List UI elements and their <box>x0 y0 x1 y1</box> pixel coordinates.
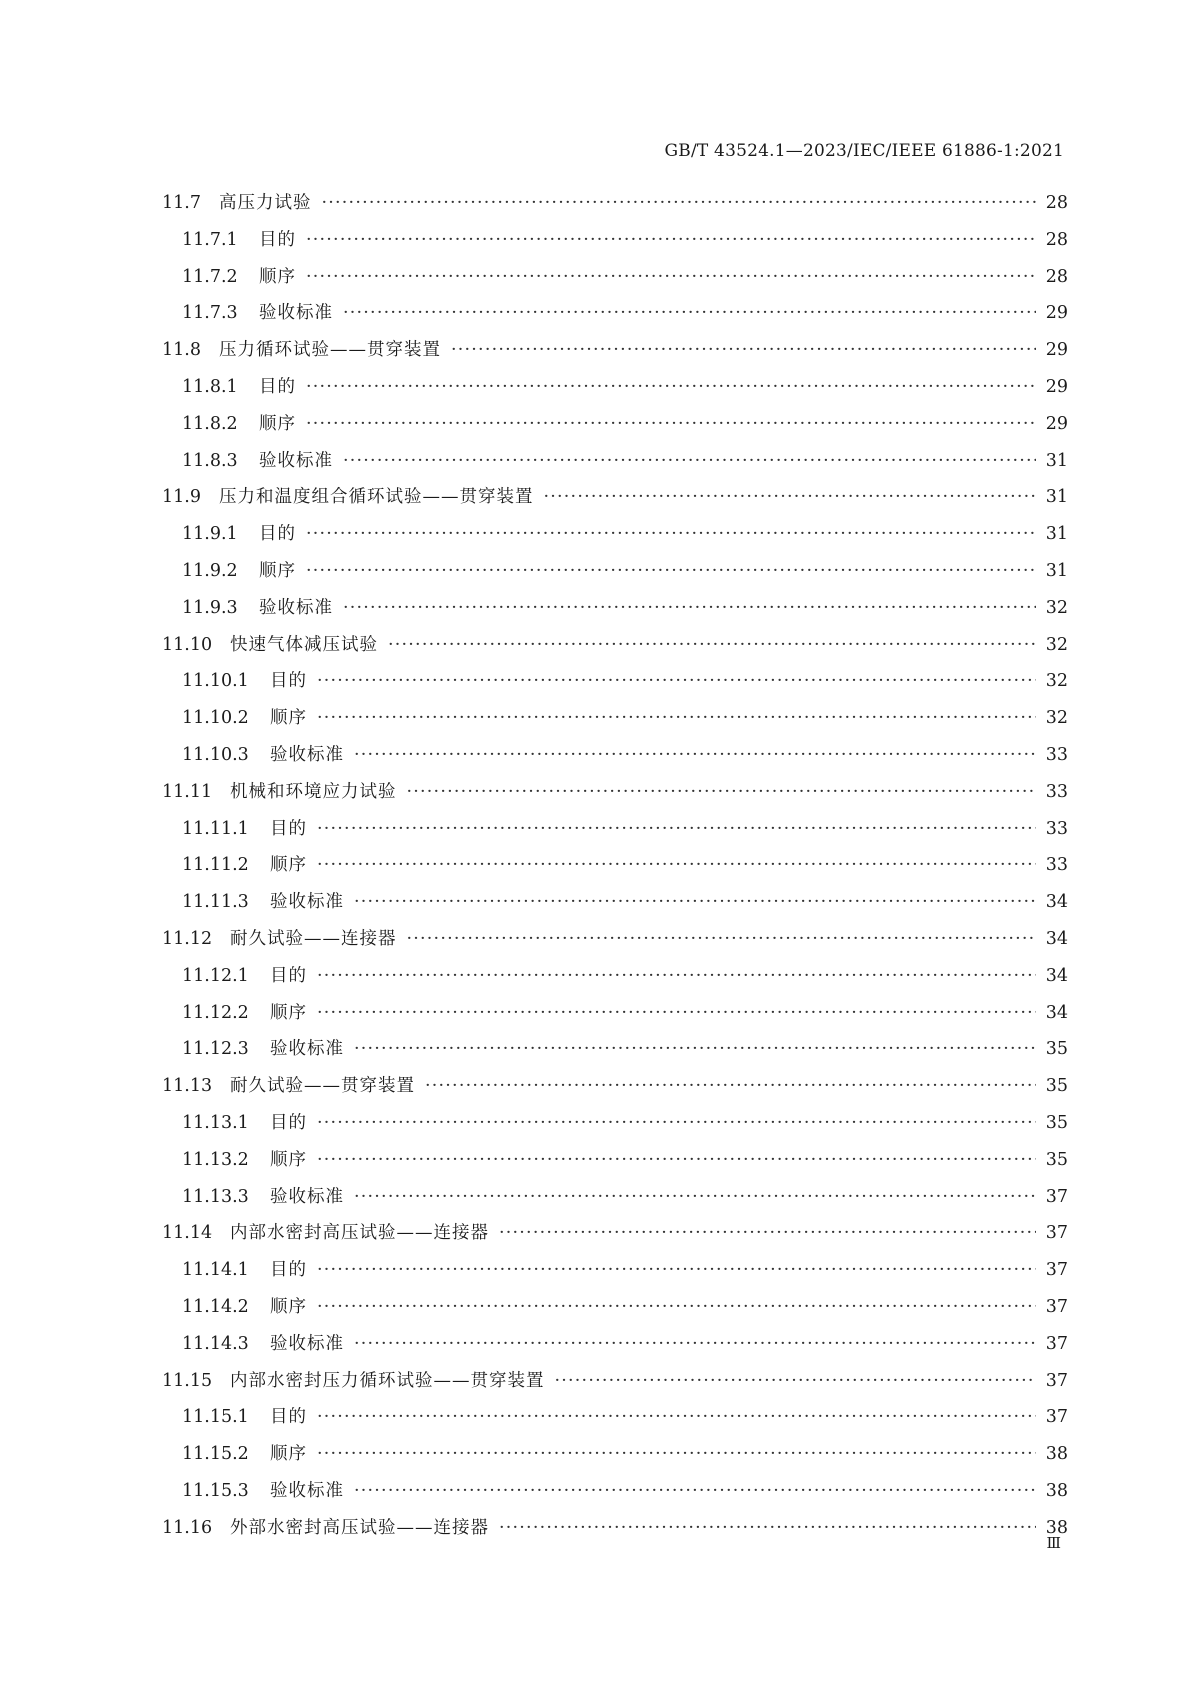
toc-entry-number: 11.8.3 <box>182 450 238 471</box>
toc-dot-leader <box>499 1518 1036 1538</box>
toc-dot-leader <box>306 524 1036 544</box>
toc-entry-number: 11.15.1 <box>182 1407 249 1428</box>
toc-dot-leader <box>354 892 1036 912</box>
toc-entry-page: 37 <box>1045 1407 1068 1428</box>
toc-dot-leader <box>317 1150 1036 1170</box>
toc-entry-number: 11.14.3 <box>182 1333 249 1354</box>
toc-entry-title: 验收标准 <box>270 892 344 913</box>
toc-entry-number: 11.15.2 <box>182 1444 249 1465</box>
toc-entry-title: 目的 <box>270 818 307 839</box>
toc-entry-page: 34 <box>1045 928 1068 949</box>
toc-entry-number: 11.9 <box>162 487 201 508</box>
toc-entry[interactable] <box>162 1403 1068 1440</box>
toc-entry-number: 11.16 <box>162 1517 213 1538</box>
toc-entry-page: 33 <box>1045 744 1068 765</box>
toc-entry-page: 38 <box>1045 1480 1068 1501</box>
toc-entry-title: 目的 <box>270 671 307 692</box>
toc-dot-leader <box>306 230 1036 250</box>
toc-entry-number: 11.8.1 <box>182 376 238 397</box>
toc-entry[interactable] <box>162 925 1068 962</box>
toc-entry-page: 29 <box>1045 413 1068 434</box>
toc-entry-page: 31 <box>1045 487 1068 508</box>
toc-entry[interactable] <box>162 373 1068 410</box>
toc-entry-number: 11.12.2 <box>182 1002 249 1023</box>
toc-entry-number: 11.12.1 <box>182 965 249 986</box>
toc-entry-title: 目的 <box>270 965 307 986</box>
toc-entry[interactable] <box>162 1146 1068 1183</box>
toc-entry-title: 验收标准 <box>270 1186 344 1207</box>
toc-entry[interactable] <box>162 1183 1068 1220</box>
toc-entry-number: 11.15.3 <box>182 1480 249 1501</box>
toc-entry-title: 快速气体减压试验 <box>230 634 378 655</box>
toc-entry-page: 35 <box>1045 1039 1068 1060</box>
toc-entry-page: 34 <box>1045 892 1068 913</box>
toc-dot-leader <box>306 377 1036 397</box>
toc-entry[interactable] <box>162 336 1068 373</box>
toc-entry-number: 11.10.1 <box>182 671 249 692</box>
toc-entry[interactable] <box>162 1477 1068 1514</box>
toc-entry-number: 11.11 <box>162 781 213 802</box>
toc-entry-title: 目的 <box>259 229 296 250</box>
toc-entry-number: 11.12.3 <box>182 1039 249 1060</box>
toc-entry-number: 11.14 <box>162 1223 213 1244</box>
toc-entry[interactable] <box>162 778 1068 815</box>
toc-dot-leader <box>306 267 1036 287</box>
toc-entry-page: 29 <box>1045 376 1068 397</box>
toc-entry-title: 压力循环试验——贯穿装置 <box>219 340 441 361</box>
toc-entry[interactable] <box>162 1256 1068 1293</box>
toc-entry-title: 顺序 <box>259 413 296 434</box>
toc-entry-page: 35 <box>1045 1076 1068 1097</box>
toc-entry-page: 32 <box>1045 634 1068 655</box>
toc-entry-title: 顺序 <box>259 560 296 581</box>
toc-entry[interactable] <box>162 1293 1068 1330</box>
toc-dot-leader <box>407 929 1037 949</box>
toc-entry-number: 11.7.1 <box>182 229 238 250</box>
toc-dot-leader <box>354 1334 1036 1354</box>
toc-dot-leader <box>354 1039 1036 1059</box>
toc-dot-leader <box>317 1297 1036 1317</box>
toc-entry-page: 34 <box>1045 1002 1068 1023</box>
toc-entry-title: 验收标准 <box>259 450 333 471</box>
toc-entry-title: 验收标准 <box>270 744 344 765</box>
toc-dot-leader <box>343 451 1036 471</box>
toc-entry-page: 31 <box>1045 450 1068 471</box>
toc-entry-page: 31 <box>1045 560 1068 581</box>
toc-entry[interactable] <box>162 226 1068 263</box>
toc-entry-title: 目的 <box>270 1407 307 1428</box>
toc-entry-title: 顺序 <box>270 1149 307 1170</box>
toc-entry-title: 顺序 <box>270 1296 307 1317</box>
toc-entry-title: 验收标准 <box>259 303 333 324</box>
toc-entry[interactable] <box>162 888 1068 925</box>
toc-dot-leader <box>354 1481 1036 1501</box>
toc-entry-title: 机械和环境应力试验 <box>230 781 397 802</box>
toc-entry[interactable] <box>162 410 1068 447</box>
toc-entry[interactable] <box>162 704 1068 741</box>
toc-dot-leader <box>555 1371 1037 1391</box>
toc-entry[interactable] <box>162 962 1068 999</box>
toc-entry-number: 11.13.2 <box>182 1149 249 1170</box>
toc-entry-page: 38 <box>1045 1517 1068 1538</box>
toc-dot-leader <box>388 635 1036 655</box>
toc-dot-leader <box>317 1113 1036 1133</box>
toc-entry-number: 11.10.2 <box>182 708 249 729</box>
toc-entry-title: 耐久试验——贯穿装置 <box>230 1076 415 1097</box>
toc-entry[interactable] <box>162 1440 1068 1477</box>
toc-entry[interactable] <box>162 667 1068 704</box>
toc-entry-page: 33 <box>1045 818 1068 839</box>
table-of-contents <box>162 189 1068 1550</box>
toc-entry-title: 顺序 <box>270 708 307 729</box>
toc-entry[interactable] <box>162 815 1068 852</box>
toc-dot-leader <box>499 1223 1036 1243</box>
toc-entry-page: 32 <box>1045 708 1068 729</box>
toc-entry[interactable] <box>162 1035 1068 1072</box>
toc-dot-leader <box>317 1003 1036 1023</box>
toc-entry[interactable] <box>162 1072 1068 1109</box>
toc-dot-leader <box>317 708 1036 728</box>
toc-entry[interactable] <box>162 447 1068 484</box>
toc-entry-page: 31 <box>1045 524 1068 545</box>
toc-entry[interactable] <box>162 1219 1068 1256</box>
toc-entry-title: 目的 <box>270 1260 307 1281</box>
page-number: Ⅲ <box>1046 1534 1061 1552</box>
toc-entry[interactable] <box>162 557 1068 594</box>
toc-dot-leader <box>425 1076 1036 1096</box>
toc-entry-number: 11.11.2 <box>182 855 249 876</box>
toc-entry[interactable] <box>162 483 1068 520</box>
toc-entry-title: 目的 <box>259 376 296 397</box>
toc-entry-title: 压力和温度组合循环试验——贯穿装置 <box>219 487 534 508</box>
toc-entry-number: 11.12 <box>162 928 213 949</box>
toc-entry[interactable] <box>162 520 1068 557</box>
toc-dot-leader <box>343 303 1036 323</box>
toc-entry-number: 11.9.3 <box>182 597 238 618</box>
toc-entry[interactable] <box>162 999 1068 1036</box>
toc-entry[interactable] <box>162 1330 1068 1367</box>
toc-entry[interactable] <box>162 263 1068 300</box>
toc-entry-number: 11.11.3 <box>182 892 249 913</box>
toc-entry[interactable] <box>162 1514 1068 1551</box>
toc-entry[interactable] <box>162 1109 1068 1146</box>
toc-entry-title: 顺序 <box>270 1444 307 1465</box>
toc-entry-number: 11.13.3 <box>182 1186 249 1207</box>
toc-entry-page: 28 <box>1045 266 1068 287</box>
toc-dot-leader <box>317 1444 1036 1464</box>
toc-entry-title: 高压力试验 <box>219 193 312 213</box>
toc-entry[interactable] <box>162 189 1068 226</box>
toc-entry-page: 38 <box>1045 1444 1068 1465</box>
toc-dot-leader <box>544 487 1037 507</box>
toc-entry-number: 11.7 <box>162 193 201 213</box>
toc-entry-page: 28 <box>1045 193 1068 213</box>
toc-entry-number: 11.14.1 <box>182 1260 249 1281</box>
toc-entry-page: 33 <box>1045 781 1068 802</box>
toc-dot-leader <box>317 1260 1036 1280</box>
toc-entry-number: 11.7.2 <box>182 266 238 287</box>
toc-entry-title: 验收标准 <box>259 597 333 618</box>
toc-entry-page: 29 <box>1045 340 1068 361</box>
toc-entry-page: 34 <box>1045 965 1068 986</box>
toc-dot-leader <box>317 1407 1036 1427</box>
toc-entry-title: 顺序 <box>259 266 296 287</box>
toc-dot-leader <box>317 819 1036 839</box>
toc-entry-title: 外部水密封高压试验——连接器 <box>230 1517 489 1538</box>
toc-entry-number: 11.9.1 <box>182 524 238 545</box>
toc-entry[interactable] <box>162 851 1068 888</box>
toc-entry-title: 内部水密封高压试验——连接器 <box>230 1223 489 1244</box>
toc-dot-leader <box>317 671 1036 691</box>
toc-entry-title: 验收标准 <box>270 1039 344 1060</box>
toc-entry-title: 顺序 <box>270 855 307 876</box>
toc-entry-number: 11.10 <box>162 634 213 655</box>
toc-entry-title: 验收标准 <box>270 1480 344 1501</box>
toc-dot-leader <box>317 966 1036 986</box>
toc-entry-page: 32 <box>1045 671 1068 692</box>
toc-entry-number: 11.10.3 <box>182 744 249 765</box>
toc-entry-number: 11.15 <box>162 1370 213 1391</box>
toc-entry[interactable] <box>162 1367 1068 1404</box>
toc-entry[interactable] <box>162 631 1068 668</box>
toc-entry-page: 37 <box>1045 1260 1068 1281</box>
toc-entry-title: 目的 <box>270 1112 307 1133</box>
toc-entry-title: 内部水密封压力循环试验——贯穿装置 <box>230 1370 545 1391</box>
toc-entry-page: 32 <box>1045 597 1068 618</box>
toc-entry[interactable] <box>162 299 1068 336</box>
toc-dot-leader <box>322 193 1037 213</box>
toc-entry-page: 33 <box>1045 855 1068 876</box>
toc-entry-number: 11.9.2 <box>182 560 238 581</box>
toc-entry[interactable] <box>162 741 1068 778</box>
toc-entry-page: 37 <box>1045 1296 1068 1317</box>
toc-entry-title: 目的 <box>259 524 296 545</box>
toc-entry-number: 11.7.3 <box>182 303 238 324</box>
toc-entry-number: 11.13.1 <box>182 1112 249 1133</box>
toc-entry-page: 37 <box>1045 1370 1068 1391</box>
toc-entry-title: 耐久试验——连接器 <box>230 928 397 949</box>
toc-entry-page: 37 <box>1045 1223 1068 1244</box>
toc-dot-leader <box>306 414 1036 434</box>
toc-entry-number: 11.8 <box>162 340 201 361</box>
document-header: GB/T 43524.1—2023/IEC/IEEE 61886-1:2021 <box>664 141 1064 161</box>
toc-entry-page: 35 <box>1045 1149 1068 1170</box>
toc-dot-leader <box>354 745 1036 765</box>
toc-entry-page: 35 <box>1045 1112 1068 1133</box>
toc-entry-page: 37 <box>1045 1333 1068 1354</box>
toc-dot-leader <box>317 855 1036 875</box>
toc-entry-number: 11.8.2 <box>182 413 238 434</box>
toc-dot-leader <box>306 561 1036 581</box>
toc-dot-leader <box>354 1187 1036 1207</box>
toc-dot-leader <box>451 340 1036 360</box>
toc-entry-page: 29 <box>1045 303 1068 324</box>
toc-dot-leader <box>343 598 1036 618</box>
toc-entry-page: 37 <box>1045 1186 1068 1207</box>
toc-entry-title: 顺序 <box>270 1002 307 1023</box>
toc-dot-leader <box>407 782 1037 802</box>
toc-entry-number: 11.13 <box>162 1076 213 1097</box>
toc-entry-number: 11.14.2 <box>182 1296 249 1317</box>
toc-entry-title: 验收标准 <box>270 1333 344 1354</box>
toc-entry-page: 28 <box>1045 229 1068 250</box>
toc-entry-number: 11.11.1 <box>182 818 249 839</box>
toc-entry[interactable] <box>162 594 1068 631</box>
